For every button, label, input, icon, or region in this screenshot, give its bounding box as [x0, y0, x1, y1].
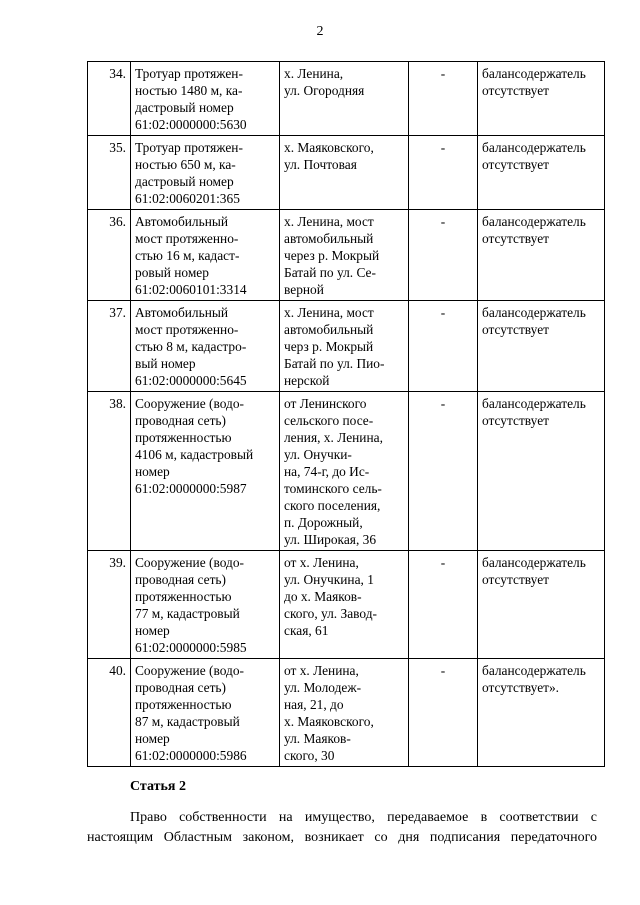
- cell-line: Батай по ул. Се-: [284, 265, 376, 280]
- cell-line: ровый номер: [135, 265, 209, 280]
- cell-line: сельского посе-: [284, 413, 374, 428]
- cell-line: Батай по ул. Пио-: [284, 356, 385, 371]
- cell-line: балансодержатель: [482, 555, 586, 570]
- cell-line: п. Дорожный,: [284, 515, 363, 530]
- dash-cell: -: [409, 62, 478, 136]
- cell-line: верной: [284, 282, 324, 297]
- paragraph-line: настоящим Областным законом, возникает со дня подписания передаточного: [87, 830, 597, 845]
- object-name-cell: [131, 62, 280, 136]
- cell-line: дастровый номер: [135, 100, 234, 115]
- cell-line: балансодержатель: [482, 663, 586, 678]
- location-cell: [280, 136, 409, 210]
- location-cell: [280, 301, 409, 392]
- cell-line: черз р. Мокрый: [284, 339, 374, 354]
- dash-cell: -: [409, 551, 478, 659]
- cell-line: ского, 30: [284, 748, 335, 763]
- cell-line: ул. Молодеж-: [284, 680, 362, 695]
- holder-cell: [478, 392, 605, 551]
- cell-line: Автомобильный: [135, 305, 229, 320]
- cell-line: 61:02:0000000:5645: [135, 373, 247, 388]
- cell-line: проводная сеть): [135, 413, 226, 428]
- dash-cell: -: [409, 659, 478, 767]
- cell-line: томинского сель-: [284, 481, 382, 496]
- cell-line: Тротуар протяжен-: [135, 66, 243, 81]
- cell-line: х. Ленина,: [284, 66, 344, 81]
- cell-line: х. Маяковского,: [284, 140, 374, 155]
- cell-line: проводная сеть): [135, 572, 226, 587]
- cell-line: отсутствует: [482, 572, 549, 587]
- cell-line: 61:02:0000000:5985: [135, 640, 247, 655]
- table-row: [88, 551, 605, 659]
- cell-line: ул. Почтовая: [284, 157, 357, 172]
- property-table-body: [88, 62, 605, 767]
- paragraph-line: Право собственности на имущество, передаваемое в соответствии с: [130, 810, 597, 825]
- page-number: 2: [316, 24, 324, 39]
- cell-line: протяженностью: [135, 430, 232, 445]
- location-cell: [280, 210, 409, 301]
- cell-line: х. Ленина, мост: [284, 214, 374, 229]
- cell-line: до х. Маяков-: [284, 589, 362, 604]
- object-name-cell: [131, 301, 280, 392]
- cell-line: ул. Маяков-: [284, 731, 351, 746]
- cell-line: мост протяженно-: [135, 322, 239, 337]
- row-number: 34.: [88, 62, 131, 136]
- cell-line: ления, х. Ленина,: [284, 430, 383, 445]
- cell-line: автомобильный: [284, 322, 374, 337]
- row-number: 35.: [88, 136, 131, 210]
- row-number: 39.: [88, 551, 131, 659]
- cell-line: 61:02:0000000:5986: [135, 748, 247, 763]
- table-row: [88, 659, 605, 767]
- article-paragraph: [87, 808, 597, 848]
- location-cell: [280, 62, 409, 136]
- cell-line: ул. Онучкина, 1: [284, 572, 374, 587]
- cell-line: номер: [135, 731, 170, 746]
- location-cell: [280, 551, 409, 659]
- table-row: [88, 301, 605, 392]
- cell-line: номер: [135, 464, 170, 479]
- cell-line: стью 16 м, кадаст-: [135, 248, 240, 263]
- dash-cell: -: [409, 136, 478, 210]
- article-title: Статья 2: [130, 779, 186, 794]
- cell-line: ул. Онучки-: [284, 447, 352, 462]
- cell-line: Сооружение (водо-: [135, 555, 244, 570]
- object-name-cell: [131, 210, 280, 301]
- cell-line: ная, 21, до: [284, 697, 344, 712]
- cell-line: отсутствует: [482, 231, 549, 246]
- cell-line: 61:02:0060201:365: [135, 191, 240, 206]
- cell-line: балансодержатель: [482, 140, 586, 155]
- cell-line: 77 м, кадастровый: [135, 606, 240, 621]
- cell-line: отсутствует: [482, 83, 549, 98]
- cell-line: Тротуар протяжен-: [135, 140, 243, 155]
- cell-line: от Ленинского: [284, 396, 367, 411]
- cell-line: балансодержатель: [482, 305, 586, 320]
- table-row: [88, 210, 605, 301]
- cell-line: отсутствует: [482, 322, 549, 337]
- cell-line: балансодержатель: [482, 396, 586, 411]
- table-row: [88, 62, 605, 136]
- holder-cell: [478, 210, 605, 301]
- cell-line: номер: [135, 623, 170, 638]
- holder-cell: [478, 551, 605, 659]
- location-cell: [280, 392, 409, 551]
- cell-line: балансодержатель: [482, 66, 586, 81]
- cell-line: мост протяженно-: [135, 231, 239, 246]
- row-number: 40.: [88, 659, 131, 767]
- cell-line: 61:02:0060101:3314: [135, 282, 247, 297]
- cell-line: стью 8 м, кадастро-: [135, 339, 247, 354]
- object-name-cell: [131, 136, 280, 210]
- cell-line: отсутствует: [482, 157, 549, 172]
- cell-line: отсутствует: [482, 413, 549, 428]
- cell-line: ул. Широкая, 36: [284, 532, 377, 547]
- row-number: 37.: [88, 301, 131, 392]
- holder-cell: [478, 136, 605, 210]
- cell-line: вый номер: [135, 356, 196, 371]
- holder-cell: [478, 659, 605, 767]
- dash-cell: -: [409, 392, 478, 551]
- cell-line: ского, ул. Завод-: [284, 606, 377, 621]
- row-number: 36.: [88, 210, 131, 301]
- cell-line: от х. Ленина,: [284, 663, 359, 678]
- cell-line: через р. Мокрый: [284, 248, 380, 263]
- cell-line: проводная сеть): [135, 680, 226, 695]
- row-number: 38.: [88, 392, 131, 551]
- object-name-cell: [131, 659, 280, 767]
- cell-line: ского поселения,: [284, 498, 381, 513]
- cell-line: автомобильный: [284, 231, 374, 246]
- dash-cell: -: [409, 210, 478, 301]
- cell-line: 87 м, кадастровый: [135, 714, 240, 729]
- table-row: [88, 392, 605, 551]
- cell-line: Сооружение (водо-: [135, 396, 244, 411]
- cell-line: 61:02:0000000:5630: [135, 117, 247, 132]
- cell-line: дастровый номер: [135, 174, 234, 189]
- cell-line: Автомобильный: [135, 214, 229, 229]
- object-name-cell: [131, 551, 280, 659]
- cell-line: на, 74-г, до Ис-: [284, 464, 370, 479]
- dash-cell: -: [409, 301, 478, 392]
- holder-cell: [478, 62, 605, 136]
- cell-line: 4106 м, кадастровый: [135, 447, 254, 462]
- cell-line: нерской: [284, 373, 330, 388]
- cell-line: х. Маяковского,: [284, 714, 374, 729]
- cell-line: от х. Ленина,: [284, 555, 359, 570]
- object-name-cell: [131, 392, 280, 551]
- location-cell: [280, 659, 409, 767]
- holder-cell: [478, 301, 605, 392]
- cell-line: Сооружение (водо-: [135, 663, 244, 678]
- cell-line: отсутствует».: [482, 680, 560, 695]
- cell-line: ская, 61: [284, 623, 329, 638]
- cell-line: ностью 650 м, ка-: [135, 157, 236, 172]
- cell-line: х. Ленина, мост: [284, 305, 374, 320]
- table-row: [88, 136, 605, 210]
- property-table: [87, 61, 605, 767]
- cell-line: 61:02:0000000:5987: [135, 481, 247, 496]
- cell-line: ул. Огородняя: [284, 83, 365, 98]
- cell-line: ностью 1480 м, ка-: [135, 83, 243, 98]
- cell-line: балансодержатель: [482, 214, 586, 229]
- cell-line: протяженностью: [135, 589, 232, 604]
- cell-line: протяженностью: [135, 697, 232, 712]
